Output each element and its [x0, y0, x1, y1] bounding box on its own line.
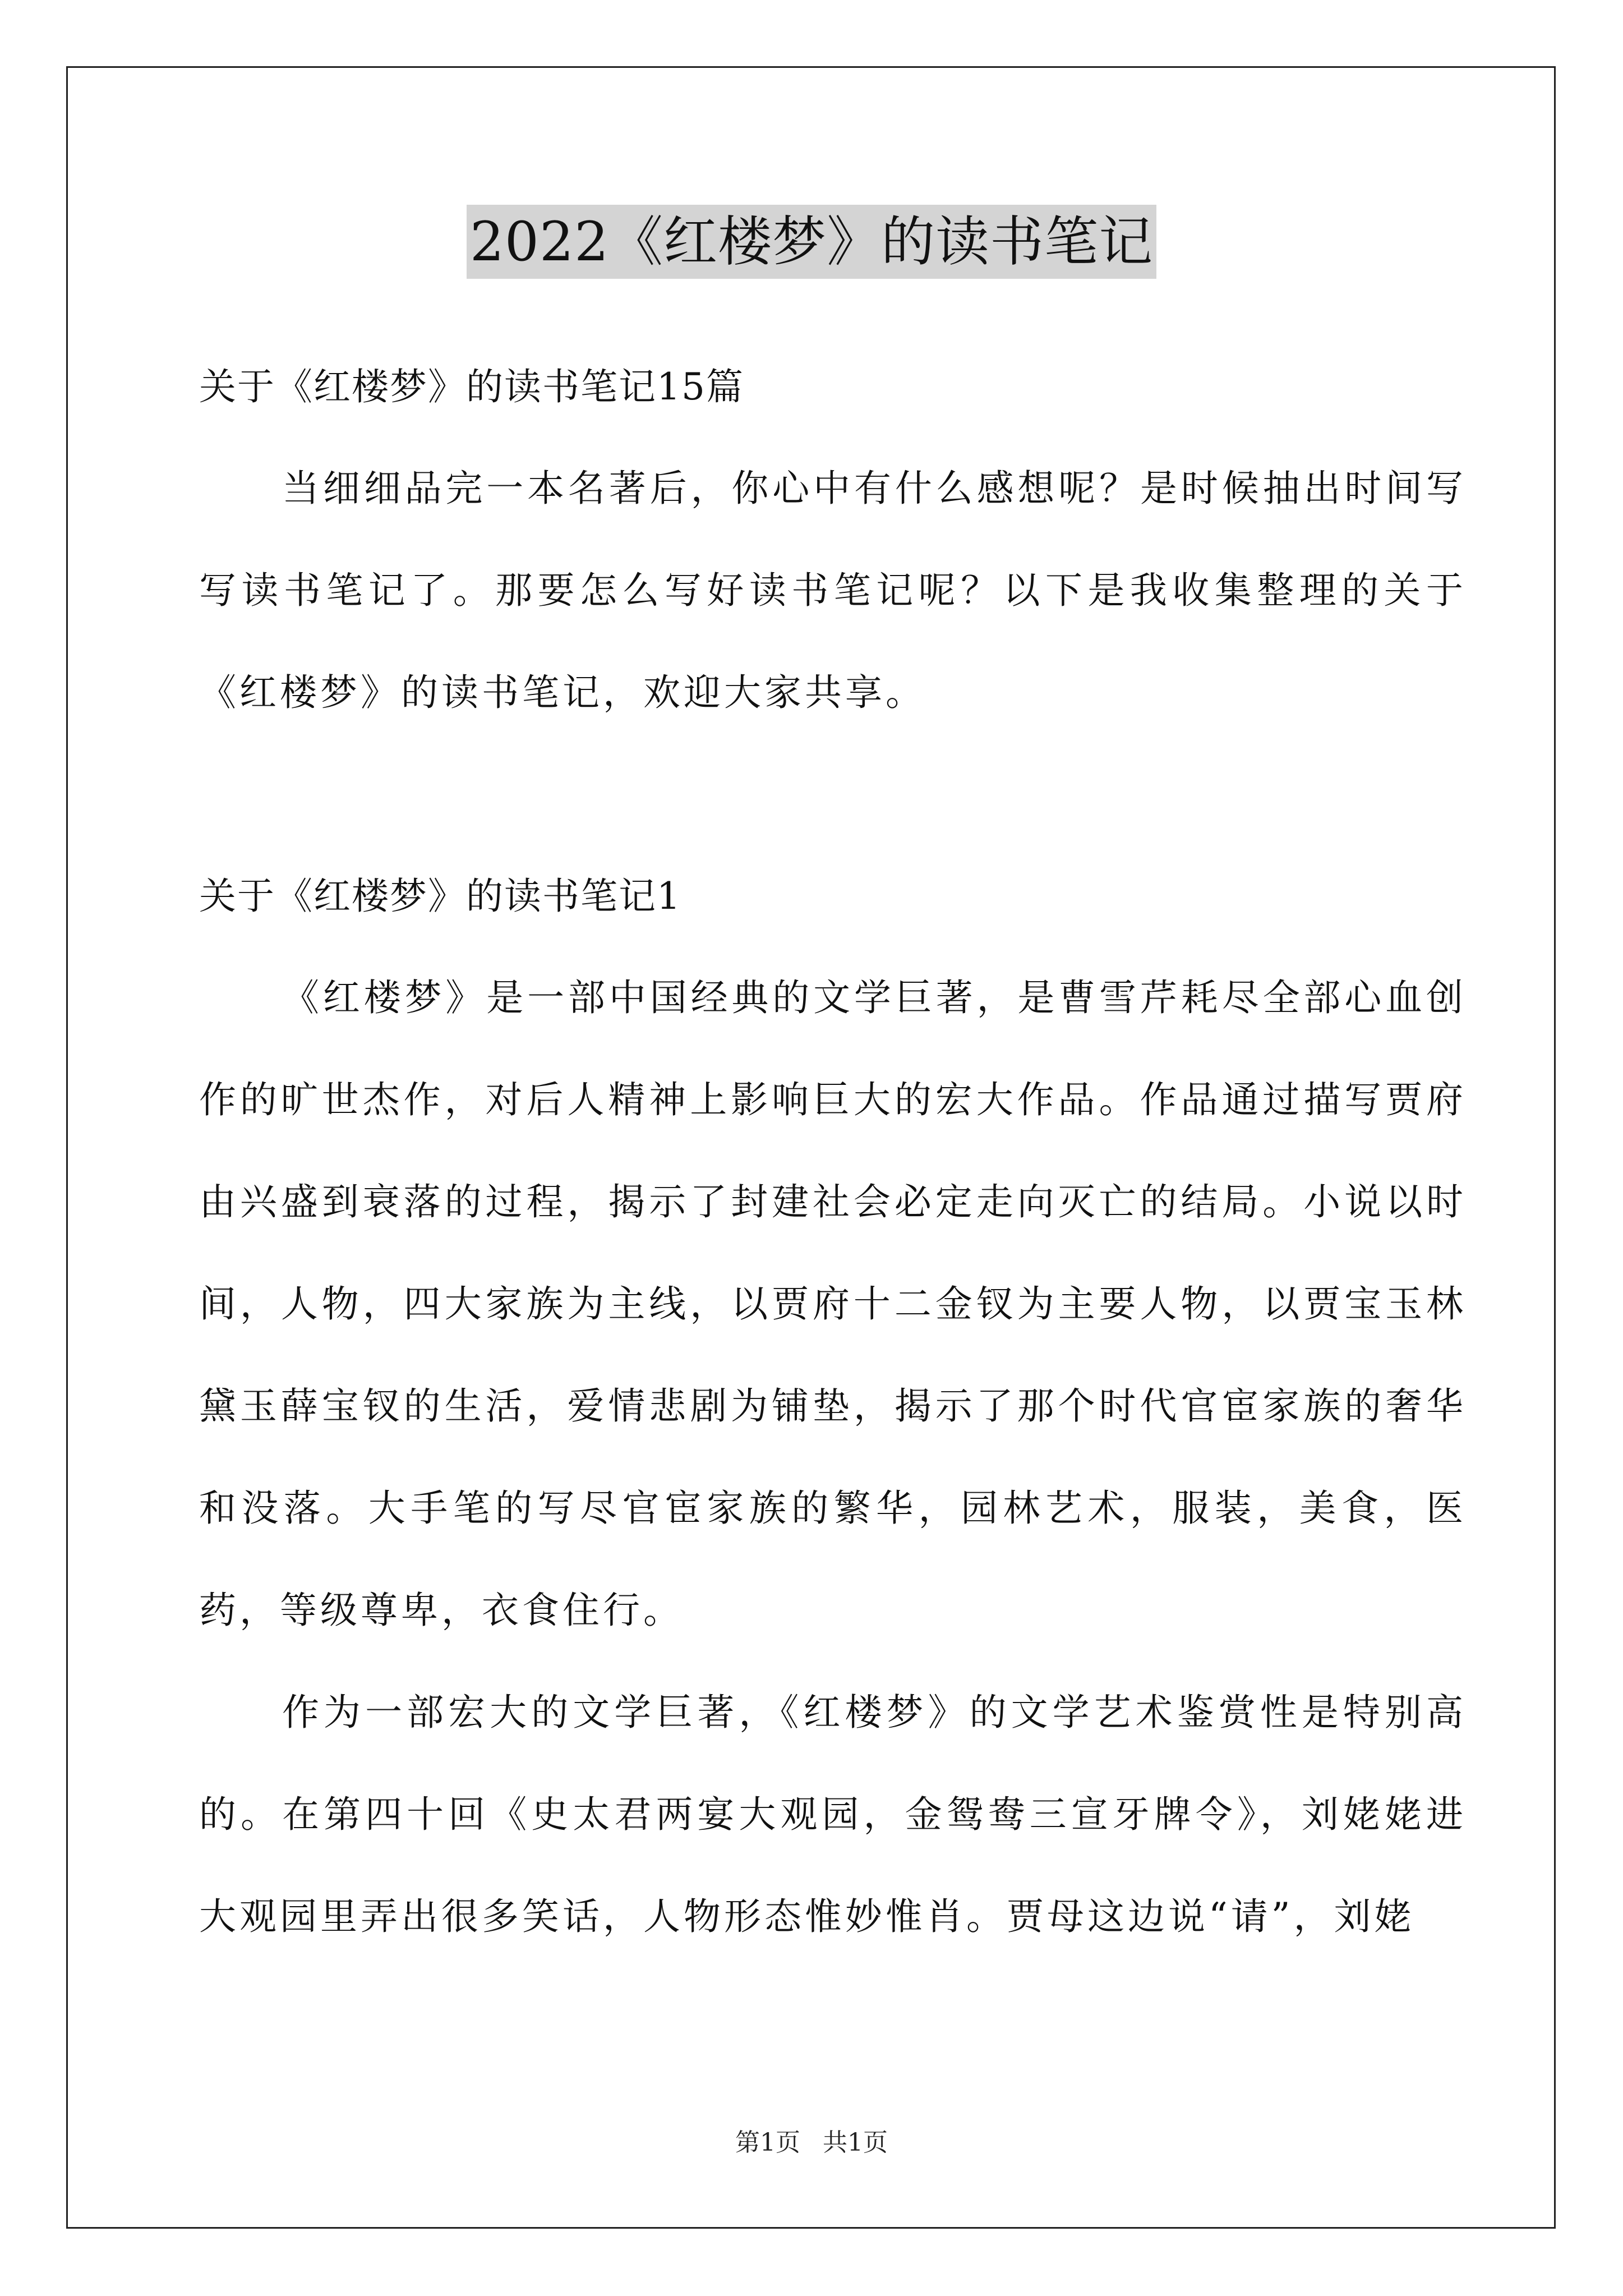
document-title: 2022《红楼梦》的读书笔记 [467, 205, 1156, 279]
title-container [0, 205, 1623, 279]
page-number: 第1页 [735, 2128, 800, 2157]
body-paragraph-1: 《红楼梦》是一部中国经典的文学巨著，是曹雪芹耗尽全部心血创作的旷世杰作，对后人精神上影响巨大的宏大作品。作品通过描写贾府由兴盛到衰落的过程，揭示了封建社会必定走向灭亡的结局。小说以时间，人物，四大家族为主线，以贾府十二金钗为主要人物，以贾宝玉林黛玉薛宝钗的生活，爱情悲剧为铺垫，揭示了那个时代官宦家族的奢华和没落。大手笔的写尽官宦家族的繁华，园林艺术，服装，美食，医药，等级尊卑，衣食住行。 [199, 976, 1467, 1632]
section-spacer [199, 744, 1467, 846]
page-total: 共1页 [823, 2128, 888, 2157]
document-body [199, 337, 1467, 1968]
page-footer [0, 2126, 1623, 2160]
document-subtitle: 关于《红楼梦》的读书笔记15篇 [199, 365, 744, 408]
section-heading: 关于《红楼梦》的读书笔记1 [199, 875, 681, 918]
body-paragraph-2: 作为一部宏大的文学巨著，《红楼梦》的文学艺术鉴赏性是特别高的。在第四十回《史太君两宴大观园，金鸳鸯三宣牙牌令》，刘姥姥进大观园里弄出很多笑话，人物形态惟妙惟肖。贾母这边说“请”，刘姥 [199, 1691, 1467, 1938]
intro-paragraph: 当细细品完一本名著后，你心中有什么感想呢？是时候抽出时间写写读书笔记了。那要怎么写好读书笔记呢？以下是我收集整理的关于《红楼梦》的读书笔记，欢迎大家共享。 [199, 467, 1467, 714]
